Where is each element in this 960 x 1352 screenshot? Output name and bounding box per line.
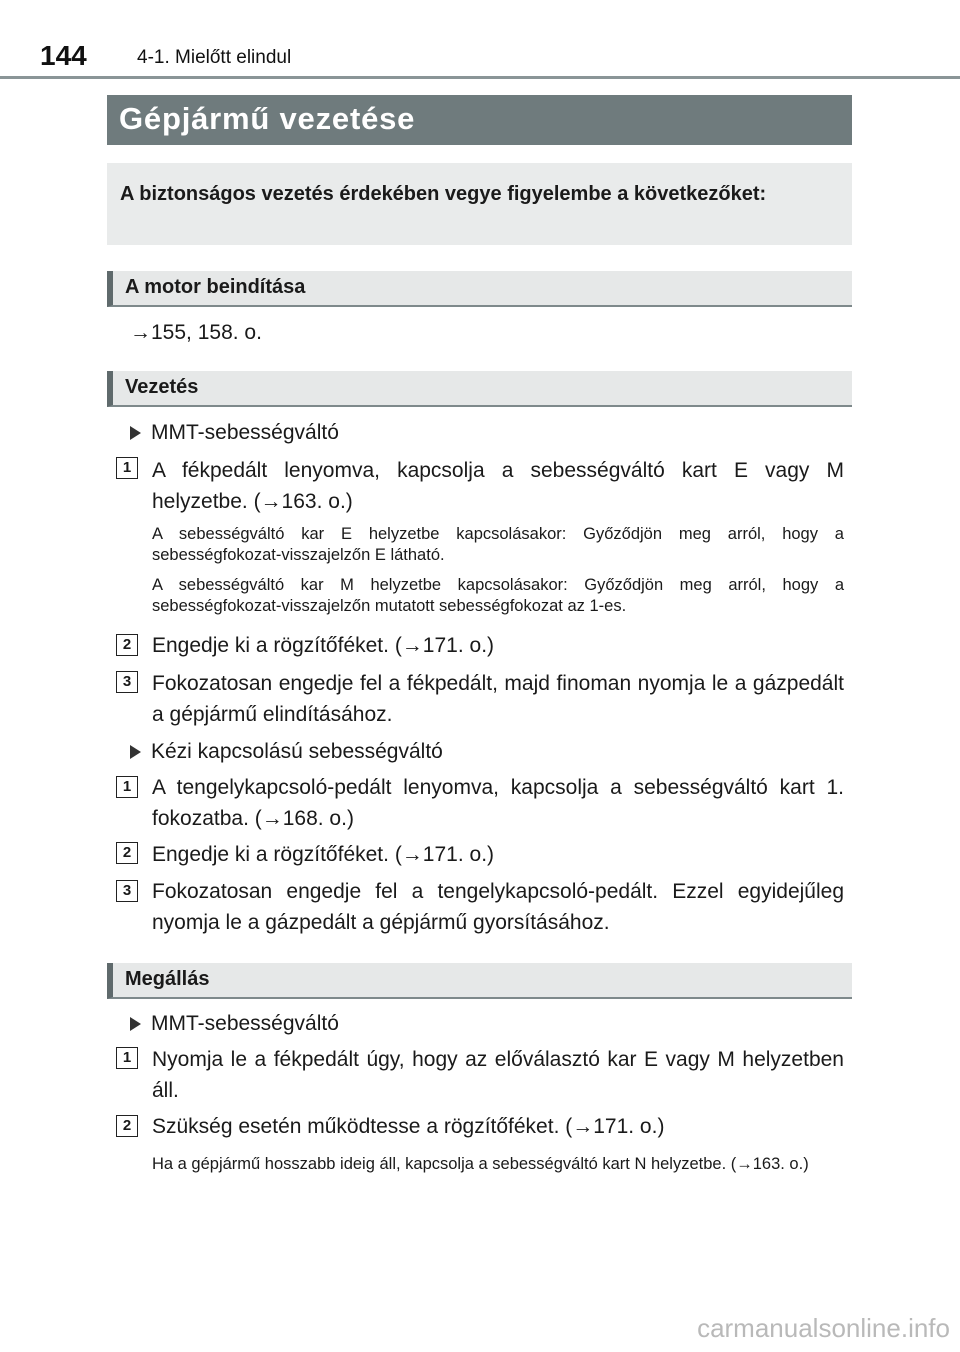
step-text: Engedje ki a rögzítőféket. (→171. o.): [152, 843, 495, 866]
intro-text: A biztonságos vezetés érdekében vegye figyelembe a következőket:: [120, 183, 767, 205]
running-head: 4-1. Mielőtt elindul: [137, 47, 292, 68]
step-text: Nyomja le a fékpedált úgy, hogy az előválasztó kar E vagy M helyzetben áll.: [152, 1048, 844, 1102]
step-badge-2: 2: [116, 842, 138, 864]
section-heading-label: Megállás: [125, 968, 210, 990]
section-heading-driving: [107, 371, 852, 407]
step-badge-3: 3: [116, 671, 138, 693]
section-heading-label: Vezetés: [125, 376, 199, 398]
intro-box: [107, 163, 852, 245]
subheading-label: MMT-sebességváltó: [151, 1012, 339, 1035]
watermark: carmanualsonline.info: [697, 1313, 950, 1343]
page-title: Gépjármű vezetése: [119, 101, 416, 136]
note-text: Ha a gépjármű hosszabb ideig áll, kapcsolja a sebességváltó kart N helyzetbe. (→163. o.): [152, 1155, 809, 1173]
stop-mmt-subheading: [130, 1008, 339, 1040]
step-text: A fékpedált lenyomva, kapcsolja a sebességváltó kart E vagy M helyzetbe. (→163. o.): [152, 459, 844, 513]
triangle-bullet-icon: [130, 745, 141, 759]
step-badge-2: 2: [116, 1115, 138, 1137]
step-badge-3: 3: [116, 880, 138, 902]
manual-subheading: [130, 736, 443, 768]
mmt-subheading: [130, 417, 339, 449]
step-text: A tengelykapcsoló-pedált lenyomva, kapcsolja a sebességváltó kart 1. fokozatba. (→168. o.): [152, 776, 844, 830]
step-badge-1: 1: [116, 1047, 138, 1069]
step-badge-2: 2: [116, 634, 138, 656]
title-bar: [107, 95, 852, 145]
step-text: Fokozatosan engedje fel a tengelykapcsoló-pedált. Ezzel egyidejűleg nyomja le a gázpedált a gépjármű gyorsításához.: [152, 880, 844, 934]
step-text: Fokozatosan engedje fel a fékpedált, majd finoman nyomja le a gázpedált a gépjármű elindításához.: [152, 672, 844, 726]
section-heading-stopping: [107, 963, 852, 999]
top-rule: [0, 76, 960, 79]
step-badge-1: 1: [116, 457, 138, 479]
step-text: Szükség esetén működtesse a rögzítőféket. (→171. o.): [152, 1115, 665, 1138]
section-heading-label: A motor beindítása: [125, 276, 306, 298]
section-heading-start: [107, 271, 852, 307]
subheading-label: MMT-sebességváltó: [151, 421, 339, 444]
subheading-label: Kézi kapcsolású sebességváltó: [151, 740, 443, 763]
step-text: Engedje ki a rögzítőféket. (→171. o.): [152, 634, 495, 657]
triangle-bullet-icon: [130, 426, 141, 440]
note-text: A sebességváltó kar M helyzetbe kapcsolásakor: Győződjön meg arról, hogy a sebességfokozat-visszajelzőn mutatott sebességfokozat az 1-es.: [152, 576, 844, 615]
start-reference: →155, 158. o.: [130, 321, 262, 344]
triangle-bullet-icon: [130, 1017, 141, 1031]
note-text: A sebességváltó kar E helyzetbe kapcsolásakor: Győződjön meg arról, hogy a sebességfokozat-visszajelzőn E látható.: [152, 525, 844, 564]
step-badge-1: 1: [116, 776, 138, 798]
page-number: 144: [40, 40, 87, 71]
